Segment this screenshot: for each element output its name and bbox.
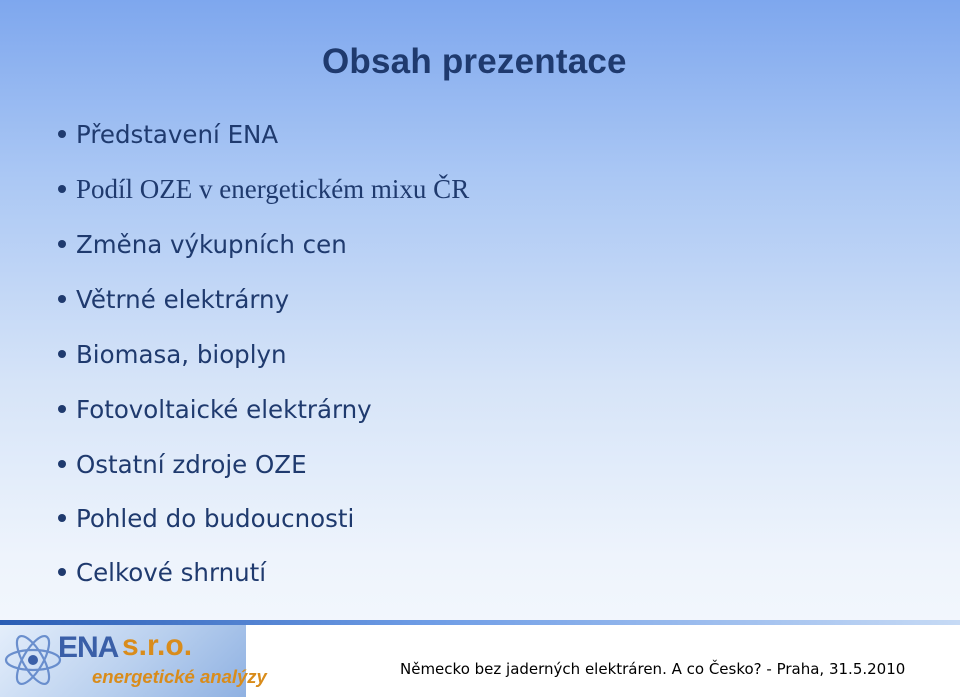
bullet-text: Podíl OZE v energetickém mixu ČR <box>76 173 470 204</box>
bullet-text: Biomasa, bioplyn <box>76 339 287 369</box>
logo-name: ENA <box>58 631 119 664</box>
bullet-dot <box>58 460 66 468</box>
bullet-text: Větrné elektrárny <box>76 284 290 314</box>
logo-tagline: energetické analýzy <box>92 666 267 687</box>
bullet-text: Pohled do budoucnosti <box>76 503 355 533</box>
bullet-text: Celkové shrnutí <box>76 557 267 587</box>
bullet-item <box>58 552 266 592</box>
bullet-item <box>58 444 307 484</box>
bullet-dot <box>58 295 66 303</box>
bullet-dot <box>58 405 66 413</box>
bullet-text: Představení ENA <box>76 119 279 149</box>
bullet-dot <box>58 568 66 576</box>
bullet-item <box>58 389 372 429</box>
bullet-dot <box>58 185 66 193</box>
bullet-text: Fotovoltaické elektrárny <box>76 394 372 424</box>
bullet-item <box>58 169 469 209</box>
slide-title: Obsah prezentace <box>322 42 627 81</box>
logo-suffix: s.r.o. <box>122 629 193 662</box>
bullet-text: Ostatní zdroje OZE <box>76 449 307 479</box>
bullet-dot <box>58 514 66 522</box>
company-logo <box>0 625 267 697</box>
bullet-item <box>58 224 347 264</box>
bullet-item <box>58 279 289 319</box>
bullet-dot <box>58 350 66 358</box>
bullet-item <box>58 334 287 374</box>
bullet-text: Změna výkupních cen <box>76 229 347 259</box>
bullet-item <box>58 498 354 538</box>
atom-icon <box>2 627 64 693</box>
bullet-dot <box>58 130 66 138</box>
bullet-item <box>58 114 278 154</box>
footer-caption: Německo bez jaderných elektráren. A co Česko? - Praha, 31.5.2010 <box>400 660 906 678</box>
bullet-dot <box>58 240 66 248</box>
